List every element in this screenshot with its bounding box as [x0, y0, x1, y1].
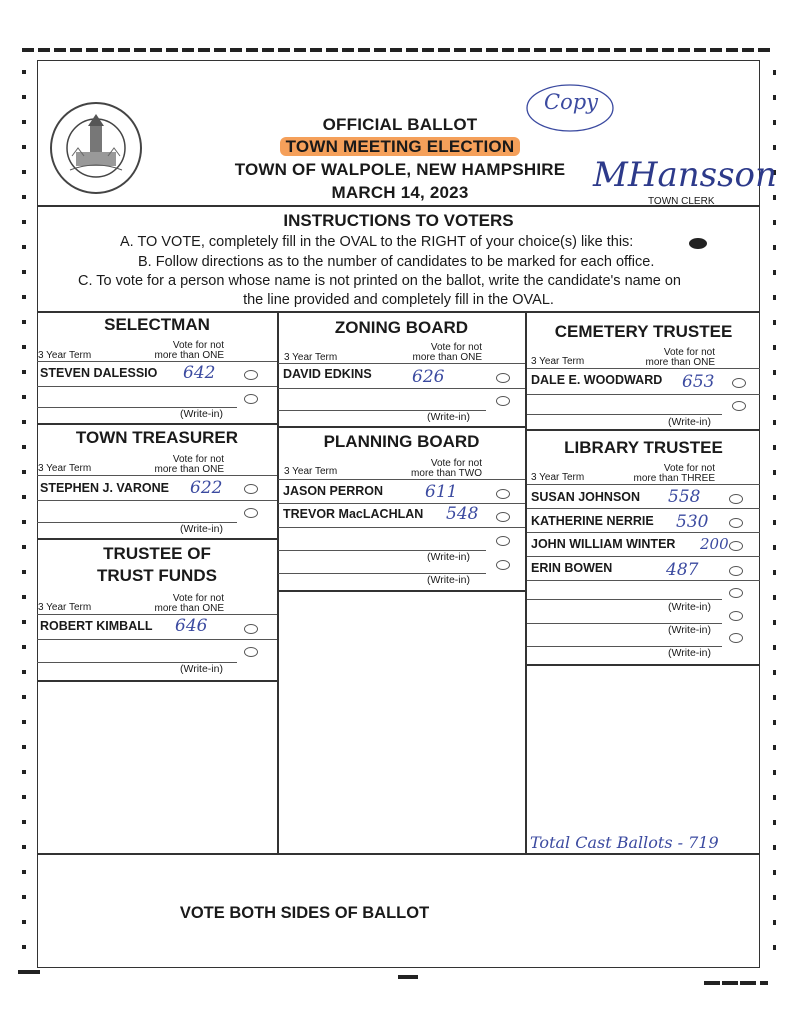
- vote-oval[interactable]: [496, 373, 510, 383]
- rule: [37, 423, 278, 425]
- filled-oval-example: [689, 238, 707, 249]
- selectman-vote-for-line2: more than ONE: [154, 350, 224, 361]
- write-in-label: (Write-in): [668, 647, 711, 659]
- rule: [527, 580, 760, 581]
- candidate-jason-perron: JASON PERRON: [283, 484, 384, 498]
- candidate-steven-dalessio: STEVEN DALESSIO: [40, 366, 158, 380]
- vote-oval[interactable]: [244, 484, 258, 494]
- treasurer-vote-for-line1: Vote for not: [172, 454, 224, 465]
- town-seal: [48, 100, 144, 196]
- candidate-robert-kimball: ROBERT KIMBALL: [40, 619, 153, 633]
- cemetery-vote-for-line1: Vote for not: [663, 347, 715, 358]
- office-library-trustee: LIBRARY TRUSTEE: [564, 438, 723, 457]
- vote-oval[interactable]: [729, 566, 743, 576]
- candidate-john-william-winter: JOHN WILLIAM WINTER: [531, 537, 676, 551]
- election-title-text: TOWN MEETING ELECTION: [280, 137, 521, 156]
- handwritten-tally: 611: [425, 482, 458, 502]
- zoning-term: 3 Year Term: [284, 352, 338, 363]
- office-cemetery-trustee: CEMETERY TRUSTEE: [554, 322, 733, 341]
- zoning-vote-for-line2: more than ONE: [412, 352, 482, 363]
- vote-oval[interactable]: [729, 494, 743, 504]
- rule: [37, 538, 278, 540]
- rule: [278, 479, 525, 480]
- handwritten-tally: 200: [700, 535, 729, 553]
- handwritten-tally: 530: [676, 512, 709, 532]
- rule: [278, 590, 526, 592]
- planning-term: 3 Year Term: [284, 466, 338, 477]
- rule: [527, 429, 760, 431]
- handwritten-tally: 646: [175, 616, 208, 636]
- office-planning-board: PLANNING BOARD: [323, 432, 480, 451]
- office-trust-funds: TRUST FUNDS: [97, 566, 217, 585]
- write-in-label: (Write-in): [180, 523, 223, 535]
- election-title: [200, 137, 600, 157]
- library-vote-for-line2: more than THREE: [633, 473, 715, 484]
- write-in-label: (Write-in): [668, 624, 711, 636]
- total-cast-ballots: Total Cast Ballots - 719: [530, 833, 719, 852]
- candidate-stephen-varone: STEPHEN J. VARONE: [40, 481, 169, 495]
- candidate-susan-johnson: SUSAN JOHNSON: [531, 490, 641, 504]
- write-in-oval[interactable]: [496, 560, 510, 570]
- trust-funds-term: 3 Year Term: [38, 602, 92, 613]
- write-in-oval[interactable]: [244, 394, 258, 404]
- rule: [37, 500, 277, 501]
- candidate-katherine-nerrie: KATHERINE NERRIE: [531, 514, 654, 528]
- write-in-label: (Write-in): [180, 408, 223, 420]
- library-term: 3 Year Term: [531, 472, 585, 483]
- instruction-c-line1: C. To vote for a person whose name is not printed on the ballot, write the candidate's name on: [78, 273, 681, 289]
- selectman-term: 3 Year Term: [38, 350, 92, 361]
- treasurer-term: 3 Year Term: [38, 463, 92, 474]
- write-in-label: (Write-in): [427, 551, 470, 563]
- treasurer-vote-for-line2: more than ONE: [154, 464, 224, 475]
- copy-text: Copy: [544, 90, 599, 114]
- instruction-c-line2: the line provided and completely fill in the OVAL.: [243, 292, 554, 308]
- vote-oval[interactable]: [732, 378, 746, 388]
- official-ballot-title: OFFICIAL BALLOT: [322, 115, 478, 134]
- handwritten-tally: 653: [682, 372, 715, 392]
- candidate-dale-woodward: DALE E. WOODWARD: [531, 373, 663, 387]
- rule: [527, 599, 722, 600]
- write-in-oval[interactable]: [496, 396, 510, 406]
- write-in-oval[interactable]: [729, 588, 743, 598]
- handwritten-tally: 487: [666, 560, 699, 580]
- column-divider-1: [277, 311, 279, 853]
- rule: [527, 368, 760, 369]
- town-clerk-label: TOWN CLERK: [648, 196, 715, 207]
- rule: [527, 664, 760, 666]
- library-vote-for-line1: Vote for not: [663, 463, 715, 474]
- clerk-signature: MHansson: [593, 155, 777, 195]
- instructions-title: INSTRUCTIONS TO VOTERS: [283, 211, 514, 230]
- vote-oval[interactable]: [244, 370, 258, 380]
- write-in-label: (Write-in): [427, 411, 470, 423]
- office-zoning-board: ZONING BOARD: [334, 318, 469, 337]
- trust-funds-vote-for-line2: more than ONE: [154, 603, 224, 614]
- instruction-b: B. Follow directions as to the number of candidates to be marked for each office.: [138, 254, 655, 270]
- handwritten-tally: 548: [446, 504, 479, 524]
- town-title: TOWN OF WALPOLE, NEW HAMPSHIRE: [234, 160, 566, 179]
- vote-oval[interactable]: [729, 518, 743, 528]
- rule: [278, 503, 525, 504]
- rule: [527, 484, 760, 485]
- rule: [527, 394, 760, 395]
- rule: [37, 361, 277, 362]
- office-trustee-of: TRUSTEE OF: [103, 544, 211, 563]
- write-in-oval[interactable]: [732, 401, 746, 411]
- write-in-label: (Write-in): [668, 416, 711, 428]
- rule: [527, 556, 760, 557]
- rule: [278, 363, 525, 364]
- office-selectman: SELECTMAN: [104, 315, 210, 334]
- vote-oval[interactable]: [244, 624, 258, 634]
- zoning-vote-for-line1: Vote for not: [430, 342, 482, 353]
- write-in-label: (Write-in): [427, 574, 470, 586]
- vote-oval[interactable]: [496, 512, 510, 522]
- rule: [278, 426, 526, 428]
- rule: [527, 508, 760, 509]
- planning-vote-for-line1: Vote for not: [430, 458, 482, 469]
- footer-divider: [37, 853, 760, 855]
- office-town-treasurer: TOWN TREASURER: [75, 428, 239, 447]
- selectman-vote-for-line1: Vote for not: [172, 340, 224, 351]
- rule: [278, 527, 525, 528]
- candidate-david-edkins: DAVID EDKINS: [283, 367, 372, 381]
- rule: [37, 386, 277, 387]
- write-in-oval[interactable]: [496, 536, 510, 546]
- rule: [37, 614, 277, 615]
- vote-oval[interactable]: [496, 489, 510, 499]
- rule: [527, 414, 722, 415]
- write-in-label: (Write-in): [180, 663, 223, 675]
- trust-funds-vote-for-line1: Vote for not: [172, 593, 224, 604]
- candidate-erin-bowen: ERIN BOWEN: [531, 561, 613, 575]
- rule: [278, 388, 525, 389]
- column-divider-2: [525, 311, 527, 853]
- planning-vote-for-line2: more than TWO: [411, 468, 482, 479]
- seal-graphic: [48, 100, 144, 196]
- cemetery-term: 3 Year Term: [531, 356, 585, 367]
- handwritten-tally: 626: [412, 367, 445, 387]
- write-in-oval[interactable]: [244, 508, 258, 518]
- handwritten-tally: 558: [668, 487, 701, 507]
- rule: [37, 639, 277, 640]
- candidate-trevor-maclachlan: TREVOR MacLACHLAN: [283, 507, 424, 521]
- vote-oval[interactable]: [729, 541, 743, 551]
- rule: [37, 475, 277, 476]
- instructions-divider: [37, 311, 760, 313]
- copy-stamp: [524, 82, 616, 134]
- cemetery-vote-for-line2: more than ONE: [645, 357, 715, 368]
- date-title: MARCH 14, 2023: [331, 183, 469, 202]
- rule: [37, 680, 278, 682]
- rule: [527, 532, 760, 533]
- write-in-oval[interactable]: [244, 647, 258, 657]
- write-in-label: (Write-in): [668, 601, 711, 613]
- instruction-a: A. TO VOTE, completely fill in the OVAL to the RIGHT of your choice(s) like this:: [120, 234, 634, 250]
- handwritten-tally: 622: [190, 478, 223, 498]
- write-in-oval[interactable]: [729, 611, 743, 621]
- footer-note: VOTE BOTH SIDES OF BALLOT: [179, 904, 430, 922]
- handwritten-tally: 642: [183, 363, 216, 383]
- write-in-oval[interactable]: [729, 633, 743, 643]
